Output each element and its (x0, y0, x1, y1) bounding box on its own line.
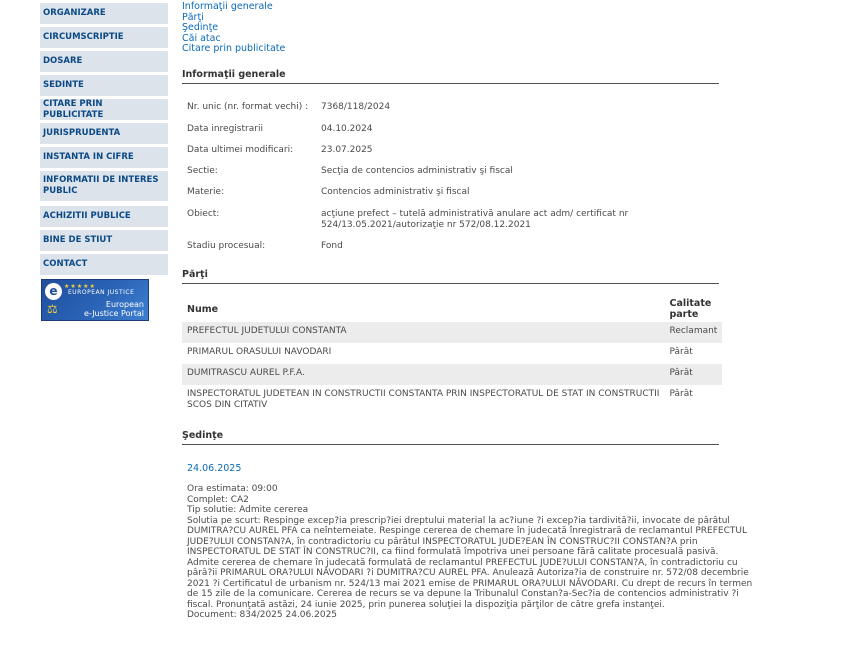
sedinta-document-line: Document: 834/2025 24.06.2025 (187, 610, 338, 620)
sidebar-item-organizare[interactable] (40, 3, 168, 24)
sedinta-line: Ora estimata: 09:00 (187, 484, 278, 494)
party-role: Reclamant (664, 322, 722, 343)
sidebar-item-label: BINE DE STIUT (43, 235, 113, 245)
sedinta-line: 2021 ?i Certificatul de urbanism nr. 524/13 mai 2021 emise de PRIMARUL ORA?ULUI NĂVODARI. Cu drept de recurs în termen (187, 578, 753, 589)
sedinta-line: Tip solutie: Admite cererea (187, 505, 309, 515)
sedinta-line: Complet: CA2 (187, 494, 249, 505)
banner-title-line1: European (105, 300, 144, 309)
table-row (182, 322, 722, 343)
info-label: Sectie: (187, 166, 218, 176)
info-label: Materie: (187, 187, 225, 197)
info-value: 7368/118/2024 (321, 102, 391, 112)
link-citare-prin-publicitate[interactable]: Citare prin publicitate (182, 43, 286, 54)
party-name: PRIMARUL ORASULUI NAVODARI (187, 347, 332, 357)
info-value-line2: 524/13.05.2021/autorizaţie nr 572/08.12.2021 (321, 220, 531, 230)
sidebar-item-bine-de-stiut[interactable] (40, 230, 168, 251)
sedinta-line: INSPECTORATUL DE STAT ÎN CONSTRUC?II, ca fiind formulată împotriva unei persoane fără calitate procesuală pasivă. (187, 547, 719, 557)
sidebar-item-label: CONTACT (43, 259, 88, 269)
sidebar-item-dosare[interactable] (40, 51, 168, 72)
banner-title (84, 300, 144, 318)
party-name-line2: SCOS DIN CITATIV (187, 400, 268, 410)
info-label: Data inregistrarii (187, 124, 263, 134)
info-label: Obiect: (187, 209, 220, 219)
sidebar-item-citare[interactable] (40, 99, 168, 120)
sedinta-line: DUMITRA?CU AUREL PFA ca neîntemeiate. Respinge cererea de chemare în judecată înregistrară de reclamantul PREFECTUL (187, 526, 747, 536)
sidebar-item-sedinte[interactable] (40, 75, 168, 96)
sidebar-item-contact[interactable] (40, 254, 168, 275)
sidebar-item-label: ACHIZITII PUBLICE (43, 211, 131, 221)
info-label: Data ultimei modificari: (187, 145, 294, 155)
sidebar-item-label: CITARE PRIN PUBLICITATE (43, 98, 104, 120)
eu-stars-icon: ★★★★★ (64, 283, 96, 290)
link-sedinte[interactable]: Şedinţe (182, 22, 219, 33)
info-value: 23.07.2025 (321, 145, 373, 155)
sidebar-item-label: INSTANTA IN CIFRE (43, 152, 134, 162)
column-header-nume: Nume (187, 303, 219, 315)
banner-small-text: EUROPEAN JUSTICE (68, 289, 135, 296)
sidebar-item-label: ORGANIZARE (43, 8, 106, 18)
link-cai-atac[interactable]: Căi atac (182, 32, 221, 44)
info-value: Secţia de contencios administrativ şi fiscal (321, 166, 513, 176)
section-title-informatii-generale: Informaţii generale (182, 69, 719, 84)
link-informatii-generale[interactable]: Informaţii generale (182, 1, 273, 12)
scales-of-justice-icon: ⚖ (47, 302, 58, 316)
table-header-row (182, 296, 722, 322)
sedinta-line: Admite cererea de chemare în judecată formulată de reclamantul PREFECTUL JUDE?ULUI CONSTAN?A, în contradictoriu cu (187, 557, 738, 568)
table-row (182, 364, 722, 385)
e-justice-logo-icon: e (45, 283, 62, 300)
party-name-line1: INSPECTORATUL JUDETEAN IN CONSTRUCTII CONSTANTA PRIN INSPECTORATUL DE STAT IN CONSTRUCTII (187, 389, 660, 399)
link-parti[interactable]: Părţi (182, 11, 204, 23)
info-value: Contencios administrativ şi fiscal (321, 187, 470, 197)
info-value (321, 209, 629, 231)
sidebar-item-informatii-de-interes-public[interactable] (40, 171, 168, 201)
info-label: Nr. unic (nr. format vechi) : (187, 102, 309, 112)
sedinta-date-link[interactable]: 24.06.2025 (187, 463, 242, 474)
info-value: Fond (321, 241, 343, 251)
sedinta-line: fiscal. Pronunţată astăzi, 24 iunie 2025, prin punerea soluţiei la dispoziţia părţilor de către grefa instanţei. (187, 599, 665, 610)
sidebar-item-achizitii-publice[interactable] (40, 206, 168, 227)
table-row (182, 343, 722, 364)
info-value-line1: acţiune prefect – tutelă administrativă anulare act adm/ certificat nr (321, 209, 629, 219)
info-value: 04.10.2024 (321, 124, 373, 134)
sidebar-item-label-line2: PUBLIC (43, 186, 78, 196)
sedinta-line: de 15 zile de la comunicare. Cererea de recurs se va depune la Tribunalul Constan?a-Sec?ia de contencios administrativ ?i (187, 589, 739, 599)
parti-table (182, 296, 722, 417)
sedinta-line: JUDE?ULUI CONSTAN?A, în contradictoriu cu pârâtul INSPECTORATUL JUDE?EAN ÎN CONSTRUC?II CONSTAN?A prin (187, 536, 698, 547)
sidebar-item-label: SEDINTE (43, 80, 84, 90)
section-links (182, 2, 285, 55)
column-header-calitate-parte: Calitate parte (669, 298, 712, 320)
sidebar-item-label: CIRCUMSCRIPTIE (43, 32, 124, 42)
sidebar-item-label: DOSARE (43, 56, 83, 66)
banner-title-line2: e-Justice Portal (83, 309, 144, 318)
sedinta-line: pârâ?ii PRIMARUL ORA?ULUI NĂVODARI ?i DUMITRA?CU AUREL PFA. Anulează Autoriza?ia de construire nr. 572/08 decembrie (187, 568, 749, 578)
table-row (182, 385, 722, 417)
party-role: Pârât (669, 347, 693, 357)
sedinta-line: Solutia pe scurt: Respinge excep?ia prescrip?iei dreptului material la ac?iune ?i excep?ia tardivită?ii, invocate de pârâtul (187, 515, 730, 526)
party-name: PREFECTUL JUDETULUI CONSTANTA (182, 322, 664, 343)
sidebar-item-label: JURISPRUDENTA (43, 128, 121, 138)
european-e-justice-portal-banner[interactable] (41, 279, 149, 321)
sedinta-details (187, 484, 753, 621)
info-label: Stadiu procesual: (187, 241, 266, 251)
party-name (182, 385, 664, 417)
sidebar-item-instanta-in-cifre[interactable] (40, 147, 168, 168)
party-role: Pârât (664, 364, 722, 385)
sidebar-item-circumscriptie[interactable] (40, 27, 168, 48)
sidebar-item-jurisprudenta[interactable] (40, 123, 168, 144)
section-title-sedinte: Şedinţe (182, 430, 719, 445)
section-title-parti: Părţi (182, 269, 719, 284)
party-name: DUMITRASCU AUREL P.F.A. (182, 364, 664, 385)
sidebar-item-label-line1: INFORMATII DE INTERES (43, 175, 159, 185)
party-role: Pârât (669, 389, 693, 399)
